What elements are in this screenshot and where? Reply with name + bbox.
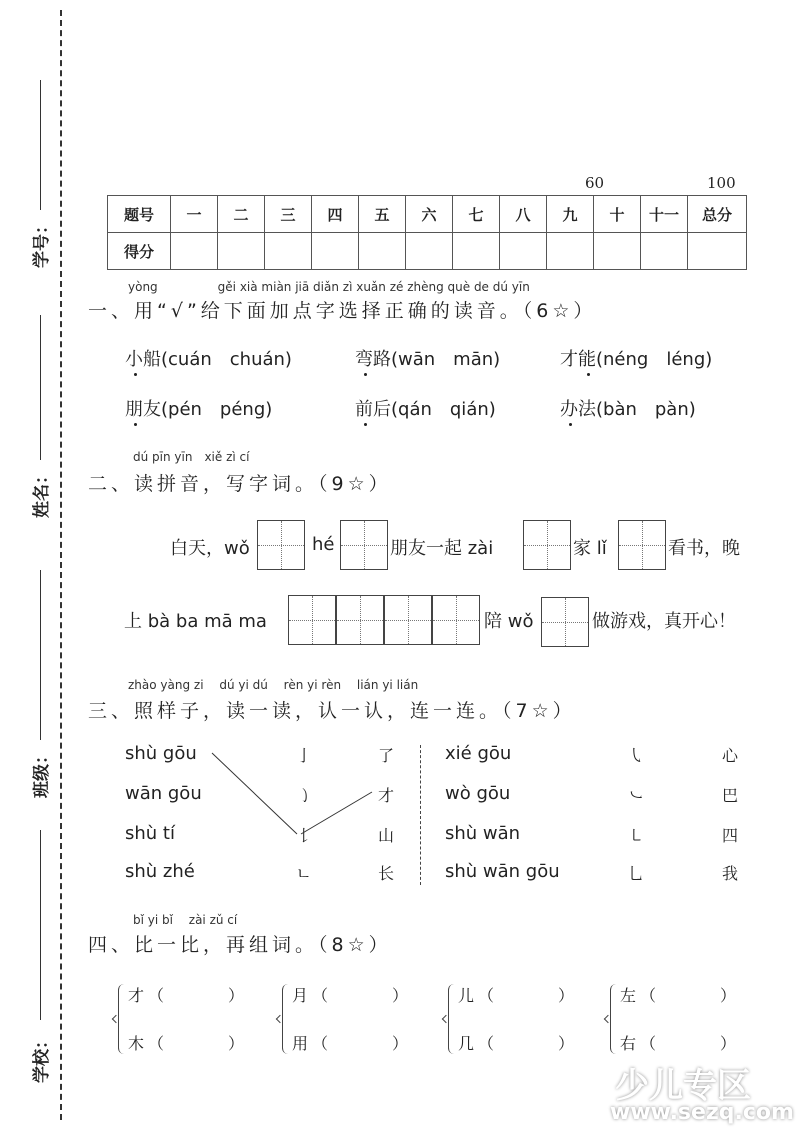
match-py: wān gōu <box>125 783 202 804</box>
match-py: wò gōu <box>445 783 511 804</box>
match-stroke[interactable]: ㇁ <box>296 786 313 805</box>
word-blank[interactable]: 月（ ） <box>292 986 413 1005</box>
s2-text: 朋友一起 zài <box>390 538 494 559</box>
dotted-char: 弯 <box>355 349 373 370</box>
class-label: 班级： <box>32 747 52 798</box>
s2-text: 看书，晚 <box>668 538 740 559</box>
score-row-label: 得分 <box>108 233 171 270</box>
match-stroke[interactable]: 𠄌 <box>296 826 313 845</box>
table-header-cell: 一 <box>171 196 218 233</box>
word-blank[interactable]: 木（ ） <box>128 1034 249 1053</box>
match-char[interactable]: 四 <box>722 826 739 845</box>
watermark-logo: 少儿专区 <box>615 1066 751 1106</box>
table-header-cell: 题号 <box>108 196 171 233</box>
match-char[interactable]: 山 <box>378 826 395 845</box>
dotted-char: 朋 <box>125 399 143 420</box>
brace <box>610 984 617 1054</box>
brace <box>118 984 125 1054</box>
table-header-cell: 八 <box>500 196 547 233</box>
match-char[interactable]: 我 <box>722 864 739 883</box>
table-header-cell: 十 <box>594 196 641 233</box>
match-char[interactable]: 心 <box>722 746 739 765</box>
word-blank[interactable]: 几（ ） <box>458 1034 579 1053</box>
match-char[interactable]: 巴 <box>722 786 739 805</box>
match-char[interactable]: 了 <box>378 746 395 765</box>
name-label: 姓名： <box>32 467 52 518</box>
match-line <box>301 792 372 834</box>
school-label: 学校： <box>32 1032 52 1083</box>
word-blank[interactable]: 左（ ） <box>620 986 741 1005</box>
match-stroke[interactable]: 乚 <box>628 864 645 883</box>
match-py: shù wān gōu <box>445 861 560 882</box>
s4-title: 四、比一比，再组词。（8☆） <box>88 934 392 956</box>
match-py: shù zhé <box>125 861 195 882</box>
table-header-cell: 二 <box>218 196 265 233</box>
table-header-cell: 七 <box>453 196 500 233</box>
dotted-char: 小 <box>125 349 143 370</box>
pinyin-options[interactable]: (pén péng) <box>161 399 273 420</box>
match-char[interactable]: 才 <box>378 786 395 805</box>
dotted-char: 前 <box>355 399 373 420</box>
s1-pinyin: yòng gěi xià miàn jiā diǎn zì xuǎn zé zhèng què de dú yīn <box>128 280 530 294</box>
s1-title: 一、用“√”给下面加点字选择正确的读音。（6☆） <box>88 300 597 322</box>
word-blank[interactable]: 才（ ） <box>128 986 249 1005</box>
match-py: shù gōu <box>125 743 197 764</box>
match-stroke[interactable]: ㇂ <box>628 746 645 765</box>
match-char[interactable]: 长 <box>378 864 395 883</box>
match-py: shù wān <box>445 823 521 844</box>
match-stroke[interactable]: ㄴ <box>296 864 312 883</box>
brace <box>282 984 289 1054</box>
match-stroke[interactable]: 亅 <box>296 746 313 765</box>
char: 友 <box>143 399 161 420</box>
score-note-100: 100 <box>707 174 736 192</box>
score-note-60: 60 <box>585 174 605 192</box>
table-header-cell: 十一 <box>641 196 688 233</box>
char: 船 <box>143 349 161 370</box>
s3-pinyin: zhào yàng zi dú yi dú rèn yi rèn lián yi lián <box>128 678 419 692</box>
pinyin-options[interactable]: (cuán chuán) <box>161 349 292 370</box>
s2-pinyin: dú pīn yīn xiě zì cí <box>133 450 250 464</box>
s2-text: 陪 wǒ <box>484 611 534 632</box>
word-blank[interactable]: 用（ ） <box>292 1034 413 1053</box>
student-id-label: 学号： <box>32 217 52 268</box>
match-py: xié gōu <box>445 743 512 764</box>
table-header-cell: 六 <box>406 196 453 233</box>
watermark-url: www.sezq.com <box>610 1100 794 1125</box>
s2-title: 二、读拼音，写字词。（9☆） <box>88 473 392 495</box>
s2-text: hé <box>312 534 335 555</box>
s2-text: 白天，wǒ <box>170 538 250 559</box>
match-py: shù tí <box>125 823 175 844</box>
match-line <box>212 753 297 834</box>
pinyin-options[interactable]: (bàn pàn) <box>596 399 696 420</box>
table-header-cell: 九 <box>547 196 594 233</box>
s2-text: 家 lǐ <box>573 538 607 559</box>
table-header-cell: 三 <box>265 196 312 233</box>
s4-pinyin: bǐ yi bǐ zài zǔ cí <box>133 913 238 927</box>
brace <box>448 984 455 1054</box>
dotted-char: 能 <box>578 349 596 370</box>
word-blank[interactable]: 儿（ ） <box>458 986 579 1005</box>
s2-text: 上 bà ba mā ma <box>124 611 267 632</box>
match-stroke[interactable]: ㇄ <box>628 826 645 845</box>
char: 路 <box>373 349 391 370</box>
table-header-cell: 四 <box>312 196 359 233</box>
s3-title: 三、照样子，读一读，认一认，连一连。（7☆） <box>88 700 576 722</box>
table-header-cell: 总分 <box>688 196 747 233</box>
dotted-char: 办 <box>560 399 578 420</box>
char: 法 <box>578 399 596 420</box>
word-blank[interactable]: 右（ ） <box>620 1034 741 1053</box>
s2-text: 做游戏，真开心！ <box>592 611 736 632</box>
char: 后 <box>373 399 391 420</box>
pinyin-options[interactable]: (qán qián) <box>391 399 496 420</box>
char: 才 <box>560 349 578 370</box>
pinyin-options[interactable]: (wān mān) <box>391 349 501 370</box>
pinyin-options[interactable]: (néng léng) <box>596 349 713 370</box>
table-header-cell: 五 <box>359 196 406 233</box>
match-stroke[interactable]: ㇃ <box>628 786 645 805</box>
